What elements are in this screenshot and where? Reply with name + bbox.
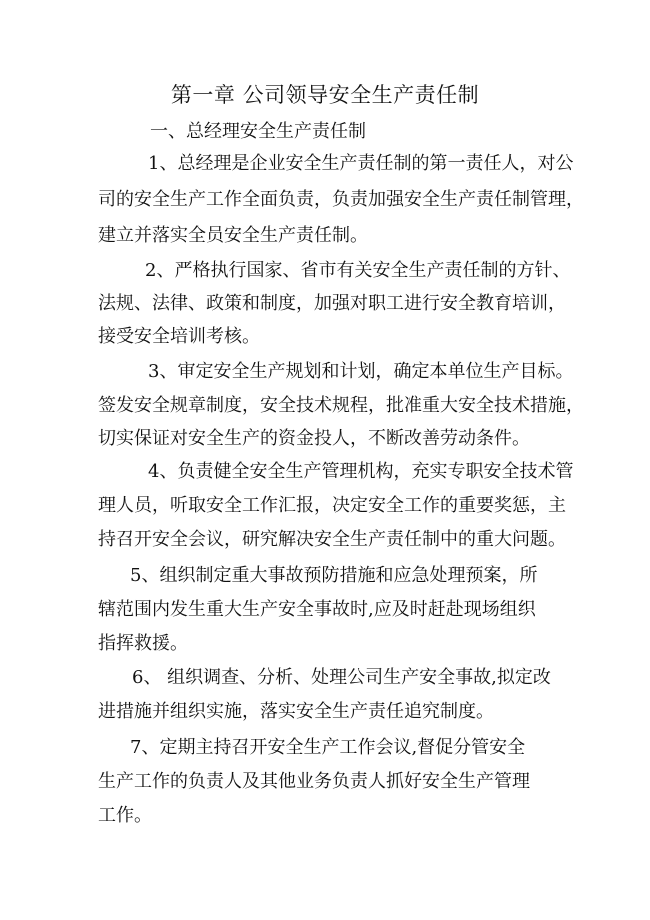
item-7-line-1: 7、定期主持召开安全生产工作会议,督促分管安全	[130, 737, 526, 758]
item-3-line-2: 签发安全规章制度，安全技术规程，批准重大安全技术措施，	[98, 395, 584, 416]
item-2-line-3: 接受安全培训考核。	[98, 326, 260, 347]
item-4-line-3: 持召开安全会议，研究解决安全生产责任制中的重大问题。	[98, 529, 566, 550]
item-5-line-3: 指挥救援。	[98, 633, 188, 654]
item-4-line-2: 理人员，听取安全工作汇报，决定安全工作的重要奖惩，主	[98, 495, 566, 516]
item-3-line-1: 3、审定安全生产规划和计划，确定本单位生产目标。	[148, 361, 574, 382]
item-7-line-2: 生产工作的负责人及其他业务负责人抓好安全生产管理	[98, 771, 530, 792]
item-7-line-3: 工作。	[98, 805, 152, 826]
item-5-line-2: 辖范围内发生重大生产安全事故时,应及时赶赴现场组织	[98, 599, 536, 620]
section-heading: 一、总经理安全生产责任制	[150, 121, 366, 142]
item-3-line-3: 切实保证对安全生产的资金投人，不断改善劳动条件。	[98, 428, 530, 449]
item-2-line-1: 2、严格执行国家、省市有关安全生产责任制的方针、	[145, 260, 571, 281]
item-5-line-1: 5、组织制定重大事故预防措施和应急处理预案，所	[130, 565, 538, 586]
item-4-line-1: 4、负责健全安全生产管理机构，充实专职安全技术管	[148, 461, 574, 482]
item-6-line-2: 进措施并组织实施，落实安全生产责任追究制度。	[98, 701, 494, 722]
chapter-title: 第一章 公司领导安全生产责任制	[170, 83, 480, 107]
item-1-line-1: 1、总经理是企业安全生产责任制的第一责任人，对公	[148, 153, 574, 174]
item-6-line-1: 6、 组织调查、分析、处理公司生产安全事故,拟定改	[132, 667, 551, 688]
item-1-line-2: 司的安全生产工作全面负责，负责加强安全生产责任制管理，	[98, 189, 584, 210]
item-1-line-3: 建立并落实全员安全生产责任制。	[98, 225, 368, 246]
item-2-line-2: 法规、法律、政策和制度，加强对职工进行安全教育培训，	[98, 293, 566, 314]
